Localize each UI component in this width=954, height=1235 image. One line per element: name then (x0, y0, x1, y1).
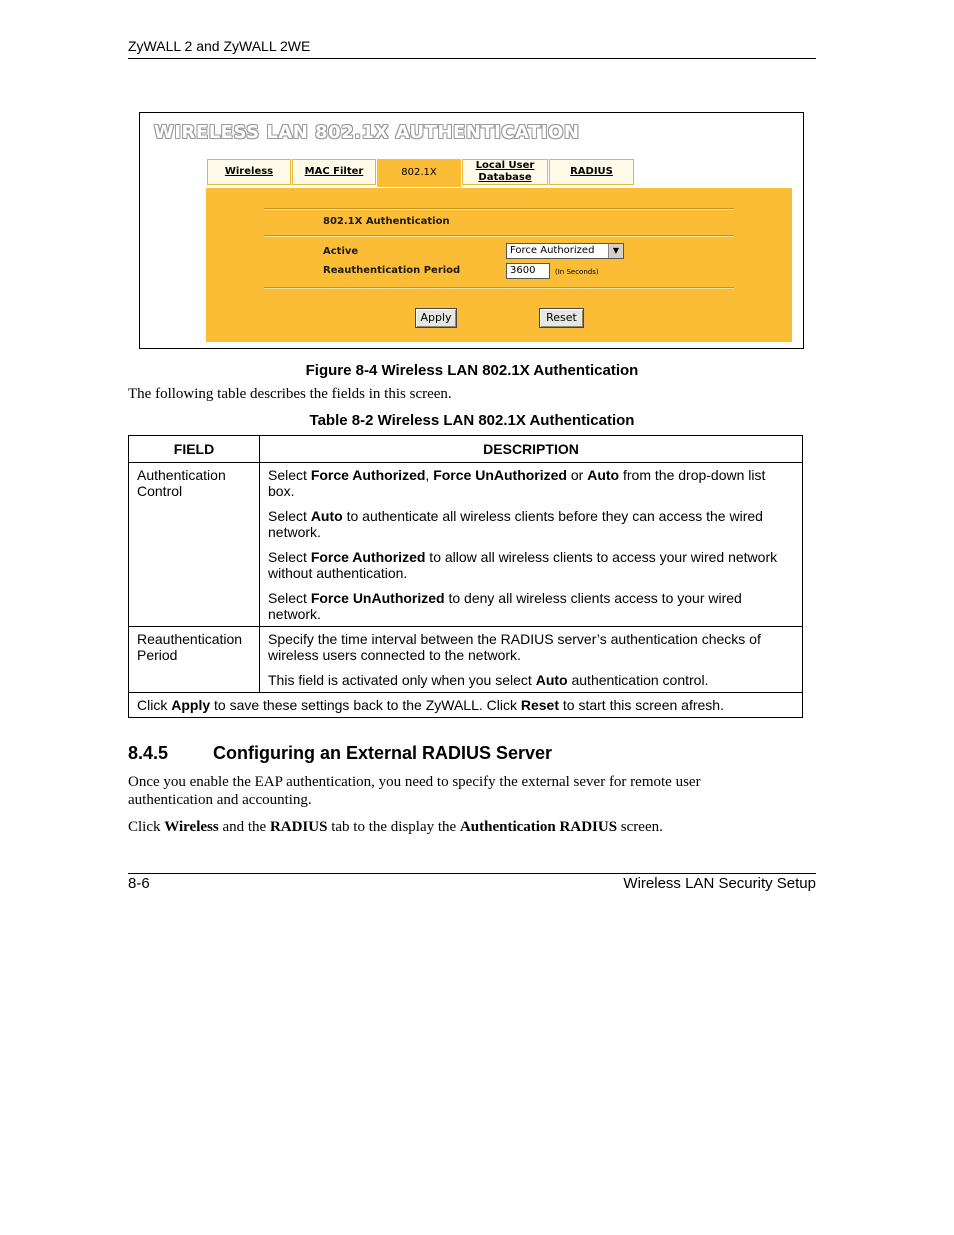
table-header-row (129, 436, 803, 463)
header-rule (128, 58, 816, 59)
tab-wireless[interactable]: Wireless (207, 159, 291, 185)
active-select-value: Force Authorized (510, 245, 595, 256)
chapter-title: Wireless LAN Security Setup (623, 875, 816, 892)
page-number: 8-6 (128, 875, 150, 892)
active-select[interactable] (506, 243, 624, 259)
intro-text: The following table describes the fields in this screen. (128, 386, 452, 402)
table-row (129, 463, 803, 627)
table-footer-note: Click Apply to save these settings back to the ZyWALL. Click Reset to start this screen afresh. (129, 693, 803, 718)
apply-button[interactable]: Apply (415, 308, 457, 328)
bold-term: Force Authorized (310, 549, 426, 565)
bold-term: Force UnAuthorized (433, 467, 567, 483)
tab-8021x[interactable]: 802.1X (377, 159, 461, 187)
section-title: Configuring an External RADIUS Server (213, 743, 553, 763)
tab-radius[interactable]: RADIUS (549, 159, 634, 185)
active-label: Active (323, 246, 359, 257)
table-caption: Table 8-2 Wireless LAN 802.1X Authentication (309, 412, 635, 429)
figure-caption: Figure 8-4 Wireless LAN 802.1X Authentication (305, 362, 639, 379)
description-paragraph: Specify the time interval between the RADIUS server’s authentication checks of wireless users connected to the network. (268, 631, 761, 663)
description-cell (260, 627, 803, 693)
reauth-period-input[interactable]: 3600 (506, 263, 550, 279)
bold-term: Auto (535, 672, 568, 688)
tab-mac-filter[interactable]: MAC Filter (292, 159, 376, 185)
description-cell (260, 463, 803, 627)
reauth-label: Reauthentication Period (323, 265, 461, 276)
bold-term: Auto (587, 467, 620, 483)
section-number: 8.4.5 (128, 743, 169, 763)
bold-term: Reset (520, 697, 559, 713)
table-row (129, 627, 803, 693)
chevron-down-icon[interactable]: ▼ (608, 244, 623, 258)
header-description: DESCRIPTION (260, 436, 803, 463)
section-paragraph: Once you enable the EAP authentication, you need to specify the external sever for remote user authentication and accounting. (128, 774, 701, 808)
bold-term: Auto (310, 508, 343, 524)
reset-button[interactable]: Reset (539, 308, 584, 328)
field-authentication-control: Authentication Control (129, 463, 260, 627)
description-table (128, 435, 803, 718)
description-paragraph: This field is activated only when you select Auto authentication control. (268, 672, 709, 688)
footer-rule (128, 873, 816, 874)
tab-local-user-database[interactable]: Local User Database (462, 159, 548, 185)
bold-term: Force Authorized (310, 467, 426, 483)
description-paragraph: Select Force Authorized, Force UnAuthorized or Auto from the drop-down list box. (268, 467, 766, 499)
description-paragraph: Select Force Authorized to allow all wireless clients to access your wired network without authentication. (268, 549, 778, 581)
bold-term: Apply (171, 697, 211, 713)
description-paragraph: Select Force UnAuthorized to deny all wireless clients access to your wired network. (268, 590, 742, 622)
divider (264, 287, 734, 289)
table-footer-row (129, 693, 803, 718)
bold-term: Force UnAuthorized (310, 590, 445, 606)
settings-panel (206, 188, 792, 342)
bold-term: Wireless (164, 819, 219, 835)
divider (264, 208, 734, 210)
reauth-unit: (In Seconds) (555, 268, 599, 276)
header-field: FIELD (129, 436, 260, 463)
figure-screenshot (139, 112, 804, 349)
section-instruction: Click Wireless and the RADIUS tab to the display the Authentication RADIUS screen. (128, 819, 663, 835)
bold-term: RADIUS (269, 819, 328, 835)
field-reauthentication-period: Reauthentication Period (129, 627, 260, 693)
screen-title: WIRELESS LAN 802.1X AUTHENTICATION (154, 122, 580, 143)
section-label: 802.1X Authentication (323, 216, 450, 227)
page-header: ZyWALL 2 and ZyWALL 2WE (128, 38, 311, 54)
divider (264, 235, 734, 237)
bold-term: Authentication RADIUS (459, 819, 618, 835)
description-paragraph: Select Auto to authenticate all wireless clients before they can access the wired network. (268, 508, 763, 540)
